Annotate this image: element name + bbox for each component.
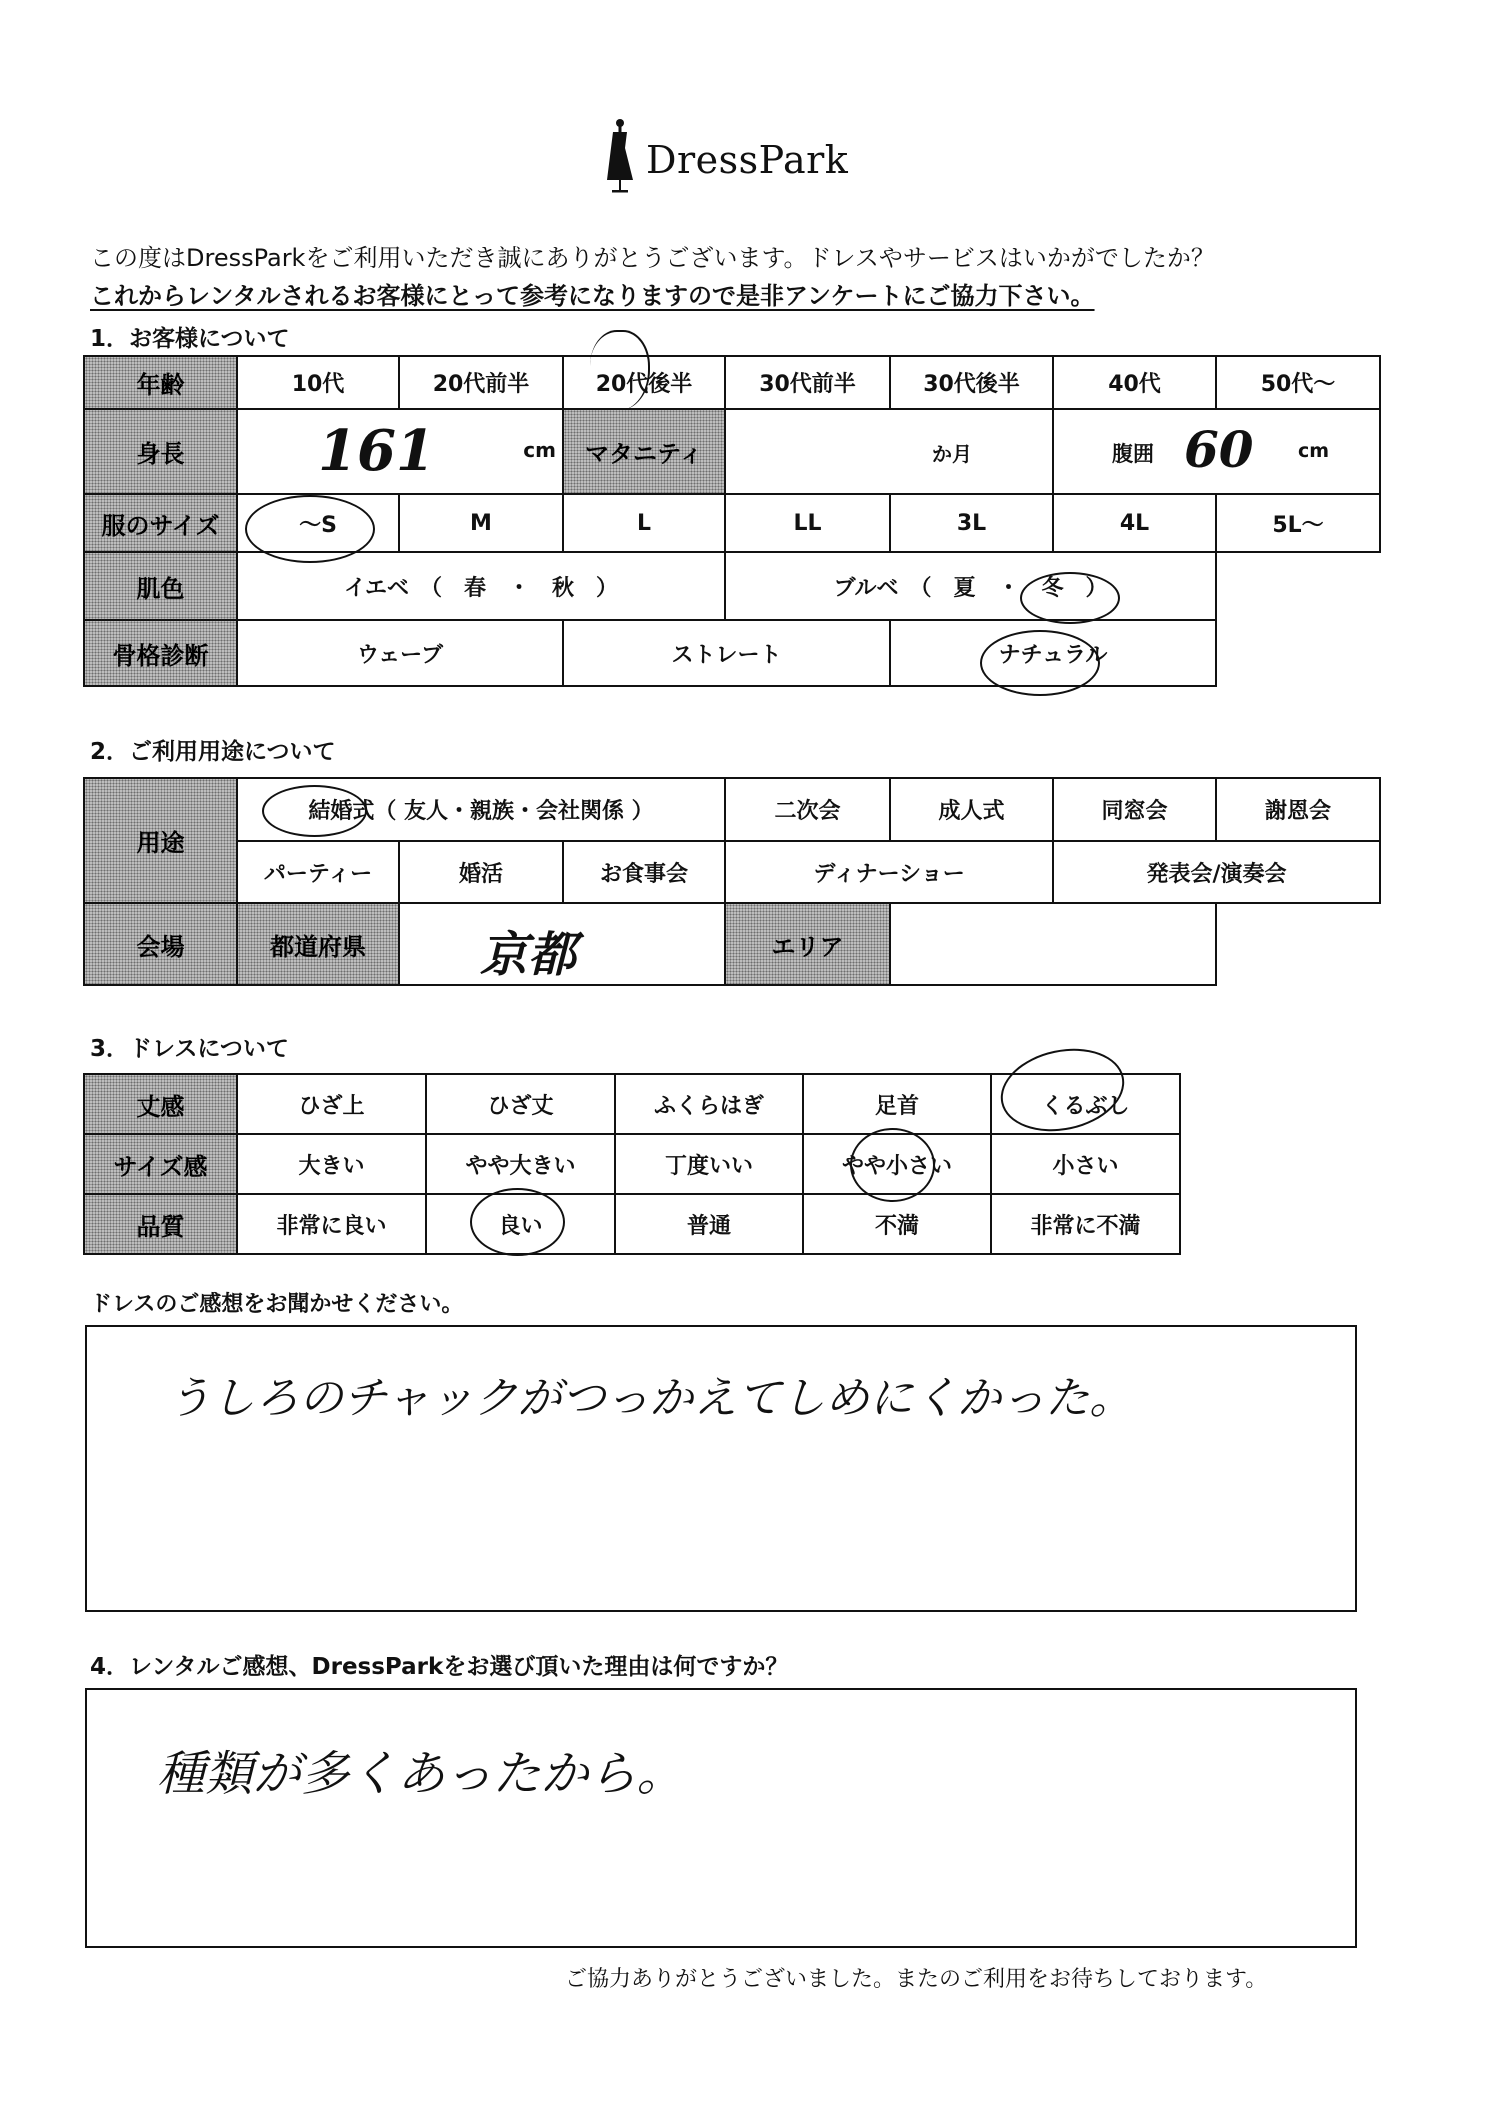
purpose-option[interactable]: 二次会 (725, 778, 890, 841)
skin-label: 肌色 (84, 552, 237, 620)
months-unit: か月 (932, 442, 972, 466)
purpose-option[interactable]: 同窓会 (1053, 778, 1216, 841)
height-label: 身長 (84, 409, 237, 494)
frame-label: 骨格診断 (84, 620, 237, 686)
age-option[interactable]: 10代 (237, 356, 399, 409)
fit-label: サイズ感 (84, 1134, 237, 1194)
prefecture-field[interactable] (399, 903, 725, 985)
size-option[interactable]: ～S (237, 494, 399, 552)
size-option[interactable]: 3L (890, 494, 1053, 552)
dresspark-logo (600, 118, 860, 198)
height-value: 161 (318, 418, 435, 484)
waist-value: 60 (1184, 420, 1254, 479)
maternity-months-field[interactable] (725, 409, 1053, 494)
fit-option[interactable]: やや小さい (803, 1134, 991, 1194)
quality-option[interactable]: 良い (426, 1194, 615, 1254)
purpose-option[interactable]: 成人式 (890, 778, 1053, 841)
section2-title: 2．ご利用用途について (90, 739, 336, 765)
section4-title: 4．レンタルご感想、DressParkをお選び頂いた理由は何ですか？ (90, 1654, 789, 1680)
purpose-option[interactable]: ディナーショー (725, 841, 1053, 903)
length-option[interactable]: ひざ丈 (426, 1074, 615, 1134)
purpose-label: 用途 (84, 778, 237, 903)
purpose-option[interactable]: 謝恩会 (1216, 778, 1380, 841)
purpose-option[interactable]: パーティー (237, 841, 399, 903)
size-option[interactable]: 4L (1053, 494, 1216, 552)
venue-label: 会場 (84, 903, 237, 985)
waist-unit: cm (1297, 440, 1329, 462)
length-option[interactable]: ひざ上 (237, 1074, 426, 1134)
selection-mark (245, 495, 375, 563)
selection-mark (470, 1188, 565, 1256)
age-option[interactable]: 30代後半 (890, 356, 1053, 409)
quality-option[interactable]: 不満 (803, 1194, 991, 1254)
age-label: 年齢 (84, 356, 237, 409)
quality-option[interactable]: 非常に不満 (991, 1194, 1180, 1254)
intro-request-text: これからレンタルされるお客様にとって参考になりますので是非アンケートにご協力下さい。 (90, 282, 1095, 310)
length-option[interactable]: ふくらはぎ (615, 1074, 803, 1134)
fit-option[interactable]: 小さい (991, 1134, 1180, 1194)
age-option[interactable]: 20代前半 (399, 356, 563, 409)
waist-field[interactable] (1053, 409, 1380, 494)
age-option[interactable]: 40代 (1053, 356, 1216, 409)
purpose-option[interactable]: 結婚式（ 友人・親族・会社関係 ） (237, 778, 725, 841)
quality-option[interactable]: 普通 (615, 1194, 803, 1254)
dress-comment-box[interactable] (85, 1325, 1357, 1612)
frame-option[interactable]: ナチュラル (890, 620, 1216, 686)
purpose-option[interactable]: 婚活 (399, 841, 563, 903)
size-option[interactable]: LL (725, 494, 890, 552)
size-option[interactable]: 5L～ (1216, 494, 1380, 552)
brand-name: DressPark (646, 138, 849, 182)
dress-comment-value: うしろのチャックがつっかえてしめにくかった。 (167, 1373, 1134, 1424)
quality-option[interactable]: 非常に良い (237, 1194, 426, 1254)
height-field[interactable] (237, 409, 563, 494)
selection-mark (262, 785, 367, 837)
fit-option[interactable]: 丁度いい (615, 1134, 803, 1194)
quality-label: 品質 (84, 1194, 237, 1254)
prefecture-value: 京都 (480, 927, 577, 983)
length-label: 丈感 (84, 1074, 237, 1134)
area-field[interactable] (890, 903, 1216, 985)
prefecture-label: 都道府県 (237, 903, 399, 985)
selection-mark (850, 1128, 935, 1202)
dress-comment-prompt: ドレスのご感想をお聞かせください。 (90, 1292, 464, 1317)
age-option[interactable]: 20代後半 (563, 356, 725, 409)
height-unit: cm (523, 438, 556, 462)
dress-mannequin-icon (600, 118, 640, 196)
length-option[interactable]: 足首 (803, 1074, 991, 1134)
purpose-option[interactable]: 発表会/演奏会 (1053, 841, 1380, 903)
area-label: エリア (725, 903, 890, 985)
purpose-option[interactable]: お食事会 (563, 841, 725, 903)
age-option[interactable]: 30代前半 (725, 356, 890, 409)
thank-you-footer: ご協力ありがとうございました。またのご利用をお待ちしております。 (565, 1967, 1268, 1992)
section3-title: 3．ドレスについて (90, 1036, 289, 1062)
blank-cell (1216, 552, 1380, 620)
selection-mark (980, 630, 1100, 696)
fit-option[interactable]: 大きい (237, 1134, 426, 1194)
length-option[interactable]: くるぶし (991, 1074, 1180, 1134)
maternity-label: マタニティ (563, 409, 725, 494)
age-option[interactable]: 50代～ (1216, 356, 1380, 409)
reason-answer-box[interactable] (85, 1688, 1357, 1948)
frame-option[interactable]: ストレート (563, 620, 890, 686)
selection-mark (590, 330, 650, 410)
fit-option[interactable]: やや大きい (426, 1134, 615, 1194)
size-option[interactable]: M (399, 494, 563, 552)
size-option[interactable]: L (563, 494, 725, 552)
skin-blue-base[interactable]: ブルベ （ 夏 ・ 冬 ） (725, 552, 1216, 620)
intro-text: この度はDressParkをご利用いただき誠にありがとうございます。ドレスやサービスはいかがでしたか？ (90, 244, 1215, 272)
size-label: 服のサイズ (84, 494, 237, 552)
reason-answer-value: 種類が多くあったから。 (157, 1746, 685, 1802)
blank-cell (1216, 903, 1380, 985)
skin-yellow-base[interactable]: イエベ （ 春 ・ 秋 ） (237, 552, 725, 620)
frame-option[interactable]: ウェーブ (237, 620, 563, 686)
blank-cell (1216, 620, 1380, 686)
section1-title: 1．お客様について (90, 326, 290, 352)
selection-mark (1020, 572, 1120, 624)
waist-label: 腹囲 (1112, 442, 1154, 466)
